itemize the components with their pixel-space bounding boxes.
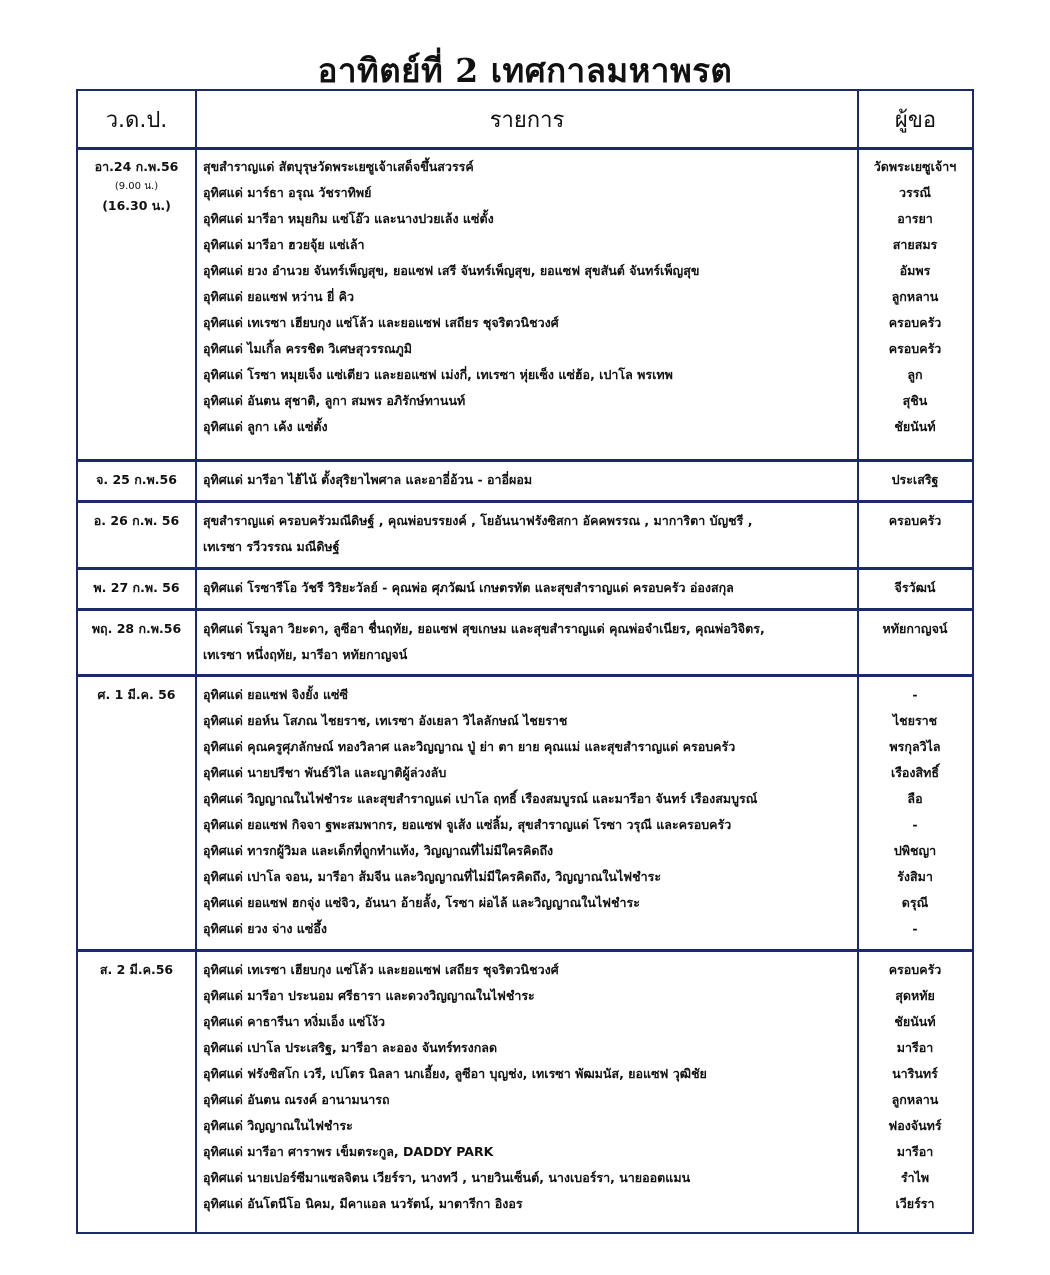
header-requester: ผู้ขอ <box>894 108 937 133</box>
requester-name: ลูก <box>907 367 923 382</box>
requester-name: ครอบครัว <box>888 315 942 330</box>
requester-name: ดรุณี <box>901 895 929 910</box>
intention-text: อุทิศแด่ มารีอา ศาราพร เข็มตระกูล, DADDY PARK <box>203 1144 494 1159</box>
intention-text: อุทิศแด่ เทเรซา เฮียบกุง แซ่โล้ว และยอแซฟ เสถียร ชุจริตวนิชวงศ์ <box>203 962 559 977</box>
intention-text: อุทิศแด่ เปาโล ประเสริฐ, มารีอา ละออง จันทร์ทรงกลด <box>203 1040 498 1055</box>
requester-name: อัมพร <box>899 263 931 278</box>
row-divider <box>78 608 972 611</box>
intention-text: อุทิศแด่ โรซารีโอ วัชรี วิริยะวัลย์ - คุณพ่อ ศุภวัฒน์ เกษตรทัต และสุขสำราญแด่ ครอบครัว อ่องสกุล <box>203 580 734 595</box>
requester-name: ฟองจันทร์ <box>888 1118 942 1133</box>
requester-name: ไชยราช <box>892 713 938 728</box>
date-text: จ. 25 ก.พ.56 <box>96 472 177 487</box>
requester-name: ลือ <box>907 791 923 806</box>
intention-text: อุทิศแด่ โรมูลา วิยะดา, ลูซีอา ชื่นฤทัย, ยอแซฟ สุขเกษม และสุขสำราญแด่ คุณพ่อจำเนียร, คุณพ่อวิจิตร, <box>203 621 765 636</box>
requester-name: รำไพ <box>900 1170 930 1185</box>
intention-text: อุทิศแด่ เปาโล จอน, มารีอา ส้มจีน และวิญญาณที่ไม่มีใครคิดถึง, วิญญาณในไฟชำระ <box>203 869 662 884</box>
intention-text: สุขสำราญแด่ ครอบครัวมณีดิษฐ์ , คุณพ่อบรรยงค์ , โยอันนาฟรังซิสกา อัคคพรรณ , มาการิตา บัญชรี , <box>203 513 753 528</box>
intention-text: อุทิศแด่ มาร์ธา อรุณ วัชราทิพย์ <box>203 185 372 200</box>
requester-name: - <box>912 817 918 832</box>
requester-name: มารีอา <box>896 1144 934 1159</box>
requester-name: พรกุลวิไล <box>889 739 941 754</box>
requester-name: เรืองสิทธิ์ <box>890 765 940 780</box>
intention-text: อุทิศแด่ นายปรีชา พันธ์วิไล และญาติผู้ล่วงลับ <box>203 765 447 780</box>
row-divider <box>78 459 972 462</box>
intention-text: เทเรซา หนึ่งฤทัย, มารีอา หทัยกาญจน์ <box>203 647 408 662</box>
page-title: อาทิตย์ที่ 2 เทศกาลมหาพรต <box>317 51 733 90</box>
requester-name: หทัยกาญจน์ <box>882 621 948 636</box>
table-row <box>78 570 972 608</box>
intention-text: อุทิศแด่ วิญญาณในไฟชำระ และสุขสำราญแด่ เปาโล ฤทธิ์ เรืองสมบูรณ์ และมารีอา จันทร์ เรืองสมบูรณ์ <box>203 791 758 806</box>
requester-name: จีรวัฒน์ <box>894 580 936 595</box>
requester-name: ครอบครัว <box>888 341 942 356</box>
intention-text: อุทิศแด่ ยอแซฟ จิงยั้ง แซ่ซี <box>203 687 349 702</box>
row-date <box>78 575 195 601</box>
intention-text: อุทิศแด่ อันตน สุชาติ, ลูกา สมพร อภิรักษ์ทานนท์ <box>203 393 466 408</box>
requester-name: ลูกหลาน <box>891 1092 939 1107</box>
row-date <box>78 154 195 218</box>
requester-name: ครอบครัว <box>888 513 942 528</box>
intention-text: อุทิศแด่ ลูกา เค้ง แซ่ตั้ง <box>203 419 328 434</box>
header-date: ว.ด.ป. <box>105 108 168 133</box>
row-divider <box>78 500 972 503</box>
intentions-table <box>76 89 974 1234</box>
intention-text: อุทิศแด่ อันโตนีโอ นิคม, มีคาแอล นวรัตน์, มาตารีกา อิงอร <box>203 1196 523 1211</box>
intention-text: อุทิศแด่ มารีอา ประนอม ศรีธารา และดวงวิญญาณในไฟชำระ <box>203 988 535 1003</box>
requester-name: รังสิมา <box>897 869 933 884</box>
requester-name: เวียร์รา <box>895 1196 935 1211</box>
intention-text: อุทิศแด่ คาธารีนา หงิ่มเอ็ง แซ่โง้ว <box>203 1014 386 1029</box>
intention-text: อุทิศแด่ ทารกผู้วิมล และเด็กที่ถูกทำแท้ง, วิญญาณที่ไม่มีใครคิดถึง <box>203 843 554 858</box>
table-row <box>78 503 972 567</box>
intention-text: อุทิศแด่ ยอแซฟ หว่าน ยี่ คิว <box>203 289 355 304</box>
table-row <box>78 462 972 500</box>
table-row <box>78 952 972 1234</box>
intention-text: อุทิศแด่ ยวง จ่าง แซ่อึ้ง <box>203 921 327 936</box>
date-text: พ. 27 ก.พ. 56 <box>93 580 180 595</box>
intention-text: อุทิศแด่ ยอแซฟ กิจจา ฐพะสมพากร, ยอแซฟ จูเส้ง แซ่ลิ้ม, สุขสำราญแด่ โรซา วรุณี และครอบครัว <box>203 817 732 832</box>
requester-name: ครอบครัว <box>888 962 942 977</box>
requester-name: ประเสริฐ <box>891 472 939 487</box>
intention-text: อุทิศแด่ เทเรซา เฮียบกุง แซ่โล้ว และยอแซฟ เสถียร ชุจริตวนิชวงศ์ <box>203 315 559 330</box>
requester-name: - <box>912 921 918 936</box>
requester-name: อารยา <box>897 211 933 226</box>
intention-text: อุทิศแด่ ยวง อำนวย จันทร์เพ็ญสุข, ยอแซฟ เสรี จันทร์เพ็ญสุข, ยอแซฟ สุขสันต์ จันทร์เพ็ญสุข <box>203 263 700 278</box>
requester-name: นารินทร์ <box>892 1066 938 1081</box>
intention-text: อุทิศแด่ ไมเกิ้ล ครรชิต วิเศษสุวรรณภูมิ <box>203 341 412 356</box>
date-text: พฤ. 28 ก.พ.56 <box>91 621 182 636</box>
row-divider <box>78 567 972 570</box>
intention-text: อุทิศแด่ มารีอา ไฮ้ไน้ ตั้งสุริยาไพศาล และอาอี่อ้วน - อาอี่ผอม <box>203 472 533 487</box>
requester-name: - <box>912 687 918 702</box>
date-text: อา.24 ก.พ.56 <box>94 159 179 174</box>
row-date <box>78 508 195 534</box>
requester-name: มารีอา <box>896 1040 934 1055</box>
intention-text: อุทิศแด่ คุณครูศุภลักษณ์ ทองวิลาศ และวิญญาณ ปู่ ย่า ตา ยาย คุณแม่ และสุขสำราญแด่ ครอบครัว <box>203 739 736 754</box>
requester-name: วรรณี <box>898 185 932 200</box>
row-date <box>78 682 195 708</box>
requester-name: สุดหทัย <box>895 988 935 1003</box>
intention-text: อุทิศแด่ มารีอา หมุยกิม แซ่โอ๊ว และนางปวยเล้ง แซ่ตั้ง <box>203 211 494 226</box>
requester-name: วัดพระเยซูเจ้าฯ <box>873 159 957 174</box>
requester-name: ลูกหลาน <box>891 289 939 304</box>
intention-text: อุทิศแด่ ยอแซฟ ฮกจุ่ง แซ่จิว, อันนา อ้ายลั้ง, โรซา ผ่อไล้ และวิญญาณในไฟชำระ <box>203 895 640 910</box>
requester-name: สุชิน <box>902 393 928 408</box>
time-first: (9.00 น.) <box>114 181 159 192</box>
row-date <box>78 616 195 642</box>
intention-text: อุทิศแด่ มารีอา ฮวยจุ้ย แซ่เล้า <box>203 237 365 252</box>
date-text: ศ. 1 มี.ค. 56 <box>97 687 176 702</box>
table-row <box>78 677 972 949</box>
header-divider <box>78 147 972 150</box>
requester-name: ปพิชญา <box>893 843 937 858</box>
table-row <box>78 611 972 674</box>
row-date <box>78 467 195 493</box>
row-date <box>78 957 195 983</box>
time-second: (16.30 น.) <box>102 198 171 213</box>
date-text: อ. 26 ก.พ. 56 <box>93 513 180 528</box>
row-divider <box>78 674 972 677</box>
requester-name: สายสมร <box>892 237 938 252</box>
intention-text: อุทิศแด่ นายเปอร์ซีมาแซลจิตน เวียร์รา, นางทวี , นายวินเซ็นต์, นางเบอร์รา, นายออตแมน <box>203 1170 691 1185</box>
intention-text: เทเรซา รวีวรรณ มณีดิษฐ์ <box>203 539 340 554</box>
intention-text: อุทิศแด่ ยอห์น โสภณ ไชยราช, เทเรซา อังเยลา วิไลลักษณ์ ไชยราช <box>203 713 568 728</box>
intention-text: อุทิศแด่ ฟรังซิสโก เวรี, เปโตร นิลลา นกเอี้ยง, ลูซีอา บุญช่ง, เทเรซา พัฒมนัส, ยอแซฟ วุฒิชัย <box>203 1066 707 1081</box>
requester-name: ชัยนันท์ <box>894 1014 936 1029</box>
intention-text: อุทิศแด่ วิญญาณในไฟชำระ <box>203 1118 353 1133</box>
header-items: รายการ <box>489 108 565 133</box>
intention-text: สุขสำราญแด่ สัตบุรุษวัดพระเยซูเจ้าเสด็จขึ้นสวรรค์ <box>203 159 474 174</box>
table-row <box>78 149 972 459</box>
date-text: ส. 2 มี.ค.56 <box>99 962 174 977</box>
intention-text: อุทิศแด่ อันตน ณรงค์ อานามนารถ <box>203 1092 390 1107</box>
requester-name: ชัยนันท์ <box>894 419 936 434</box>
intention-text: อุทิศแด่ โรซา หมุยเจ็ง แซ่เตียว และยอแซฟ เม่งกี่, เทเรซา หุ่ยเซ็ง แซ่ฮ้อ, เปาโล พรเทพ <box>203 367 673 382</box>
row-divider <box>78 949 972 952</box>
